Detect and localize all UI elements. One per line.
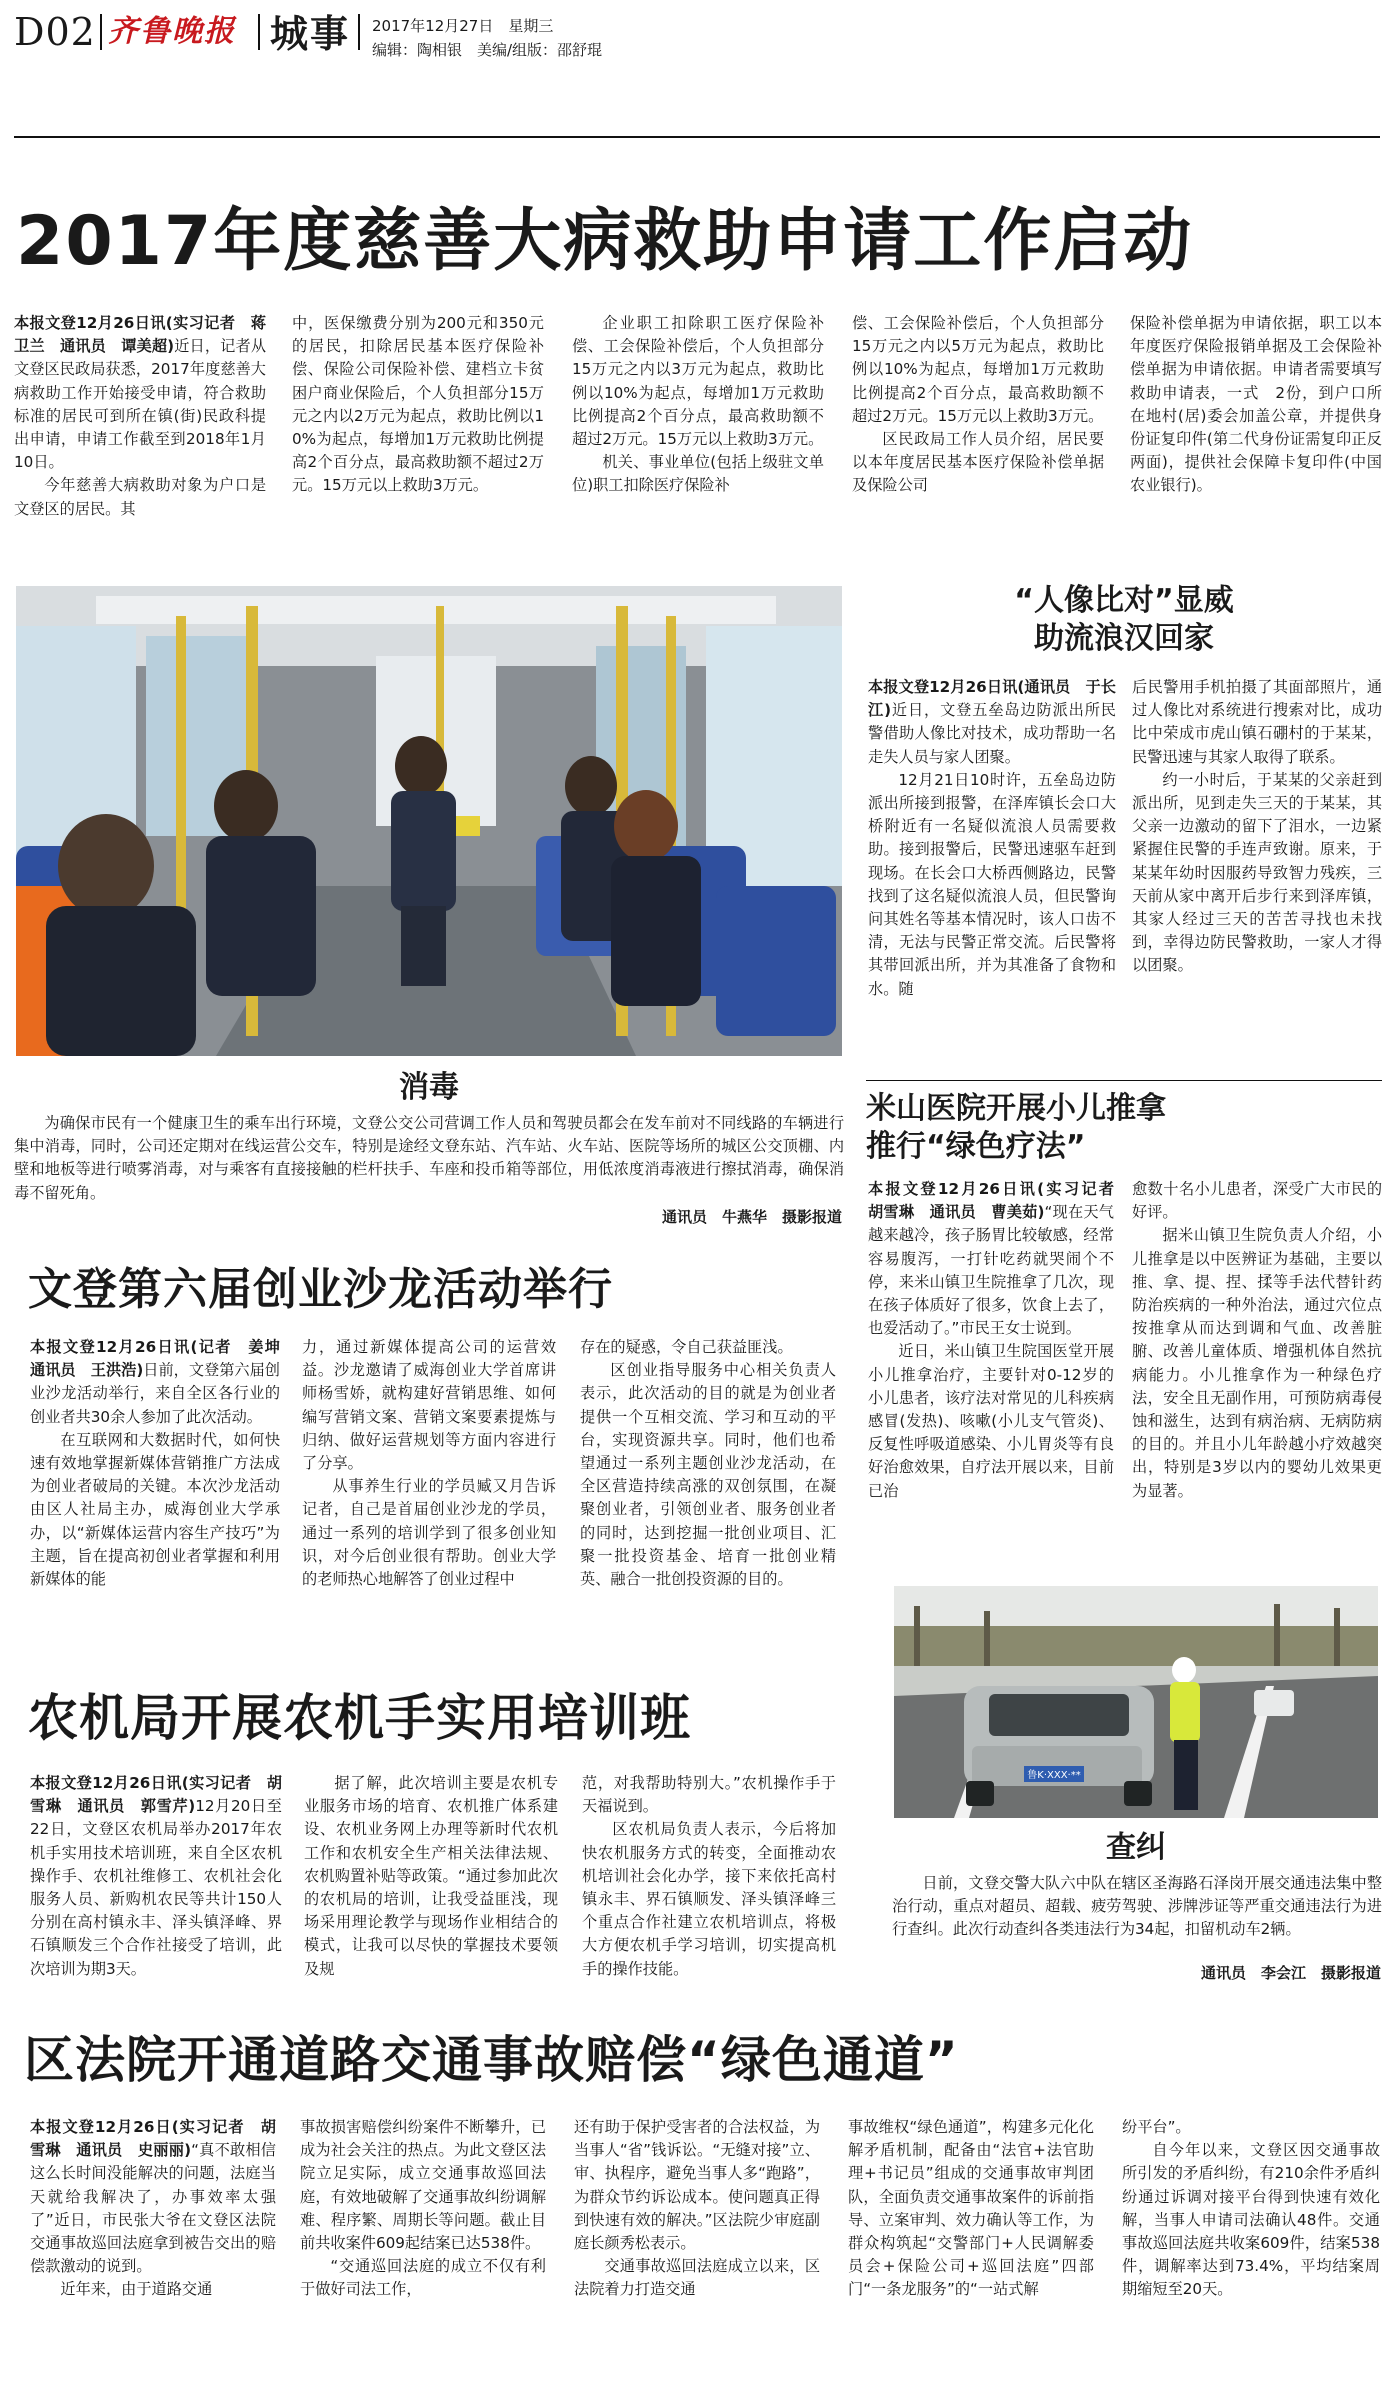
article-startup-col2: 力，通过新媒体提高公司的运营效益。沙龙邀请了威海创业大学首席讲师杨雪娇，就构建好营销思维、如何编写营销文案、营销文案要素提炼与归纳、做好运营规划等方面内容进行了分享。 从事养生行业的学员臧又月告诉记者，自己是首届创业沙龙的学员，通过一系列的培训学到了很多创业知识，对今后创业很有帮助。创业大学的老师热心地解答了创业过程中 — [302, 1338, 556, 1589]
bus-interior-image — [16, 586, 842, 1056]
article-court-col1: 本报文登12月26日(实习记者 胡雪琳 通讯员 史丽丽)“真不敢相信这么长时间没能解决的问题，法庭当天就给我解决了，办事效率太强了”近日，市民张大爷在文登区法院交通事故巡回法庭拿到被告交出的赔偿款激动的说到。 近年来，由于道路交通 — [30, 2118, 276, 2299]
traffic-check-photo — [894, 1586, 1378, 1818]
article-court-col5: 纷平台”。 自今年以来，文登区因交通事故所引发的矛盾纠纷，有210余件矛盾纠纷通过诉调对接平台得到快速有效化解，当事人申请司法确认48件。交通事故巡回法庭共收案609件，结案538件，调解率达到73.4%，平均结案周期缩短至20天。 — [1122, 2118, 1380, 2299]
headline-face-compare: “人像比对”显威 助流浪汉回家 — [1014, 583, 1234, 656]
header-rule — [14, 136, 1380, 138]
header-divider-1 — [100, 14, 102, 50]
editor-credit: 编辑：陶相银 美编/组版：邵舒琨 — [372, 41, 603, 59]
photo-credit-traffic: 通讯员 李会江 摄影报道 — [1200, 1964, 1381, 1982]
article-farm-col3: 范，对我帮助特别大。”农机操作手于天福说到。 区农机局负责人表示，今后将加快农机服务方式的转变，全面推动农机培训社会化办学，接下来依托高村镇永丰、界石镇顺发、泽头镇泽峰三个重点合作社建立农机培训点，将极大方便农机手学习培训，切实提高机手的操作技能。 — [582, 1774, 836, 1978]
header-divider-2 — [258, 14, 260, 50]
section-name: 城事 — [270, 12, 351, 56]
header-divider-3 — [358, 14, 360, 50]
article-face-compare-col1: 本报文登12月26日讯(通讯员 于长江)近日，文登五垒岛边防派出所民警借助人像比对技术，成功帮助一名走失人员与家人团聚。 12月21日10时许，五垒岛边防派出所接到报警，在泽库镇长会口大桥附近有一名疑似流浪人员需要救助。接到报警后，民警迅速驱车赶到现场。在长会口大桥西侧路边，民警找到了这名疑似流浪人员，但民警询问其姓名等基本情况时，该人口齿不清，无法与民警正常交流。后民警将其带回派出所，并为其准备了食物和水。随 — [868, 678, 1116, 998]
article-startup-col3: 存在的疑惑，令自己获益匪浅。 区创业指导服务中心相关负责人表示，此次活动的目的就是为创业者提供一个互相交流、学习和互动的平台，实现资源共享。同时，他们也希望通过一系列主题创业沙龙活动，在全区营造持续高涨的双创氛围，在凝聚创业者，引领创业者、服务创业者的同时，达到挖掘一批创业项目、汇聚一批投资基金、培育一批创业精英、融合一批创投资源的目的。 — [580, 1338, 836, 1589]
divider-right-col — [866, 1080, 1382, 1081]
headline-startup-salon: 文登第六届创业沙龙活动举行 — [28, 1264, 613, 1315]
bus-disinfection-photo — [16, 586, 842, 1056]
photo-caption-disinfection: 为确保市民有一个健康卫生的乘车出行环境，文登公交公司营调工作人员和驾驶员都会在发车前对不同线路的车辆进行集中消毒，同时，公司还定期对在线运营公交车，特别是途经文登东站、汽车站、火车站、医院等场所的城区公交顶棚、内壁和地板等进行喷雾消毒，对与乘客有直接接触的栏杆扶手、车座和投币箱等部位，用低浓度消毒液进行擦拭消毒，确保消毒不留死角。 — [14, 1114, 844, 1202]
article-charity-col3: 企业职工扣除职工医疗保险补偿、工会保险补偿后，个人负担部分15万元之内以3万元为起点，救助比例以10%为起点，每增加1万元救助比例提高2个百分点，最高救助额不超过2万元。15万元以上救助3万元。 机关、事业单位(包括上级驻文单位)职工扣除医疗保险补 — [572, 314, 824, 495]
photo-caption-title-disinfection: 消毒 — [399, 1070, 459, 1105]
headline-charity-aid: 2017年度慈善大病救助申请工作启动 — [16, 202, 1194, 281]
issue-date: 2017年12月27日 星期三 — [372, 17, 554, 35]
license-plate-text: 鲁K·XXX·** — [1027, 1770, 1081, 1781]
article-lead: 本报文登12月26日讯(实习记者 蒋卫兰 通讯员 谭美超) — [14, 314, 266, 356]
article-charity-col2: 中，医保缴费分别为200元和350元的居民，扣除居民基本医疗保险补偿、保险公司保险补偿、建档立卡贫困户商业保险后，个人负担部分15万元之内以2万元为起点，救助比例以10%为起点，每增加1万元救助比例提高2个百分点，最高救助额不超过2万元。15万元以上救助3万元。 — [292, 314, 544, 495]
photo-credit-disinfection: 通讯员 牛燕华 摄影报道 — [661, 1208, 842, 1226]
headline-farm-machinery: 农机局开展农机手实用培训班 — [28, 1689, 691, 1747]
article-face-compare-col2: 后民警用手机拍摄了其面部照片，通过人像比对系统进行搜索对比，成功比中荣成市虎山镇石硼村的于某某，民警迅速与其家人取得了联系。 约一小时后，于某某的父亲赶到派出所，见到走失三天的于某某，其父亲一边激动的留下了泪水，一边紧紧握住民警的手连声致谢。原来，于某某年幼时因服药导致智力残疾，三天前从家中离开后步行来到泽库镇，其家人经过三天的苦苦寻找也未找到，幸得边防民警救助，一家人才得以团聚。 — [1132, 678, 1382, 975]
paper-name-logo: 齐鲁晚报 — [108, 14, 236, 49]
article-farm-col2: 据了解，此次培训主要是农机专业服务市场的培育、农机推广体系建设、农机业务网上办理等新时代农机工作和农机安全生产相关法律法规、农机购置补贴等政策。“通过参加此次的农机局的培训，让我受益匪浅，现场采用理论教学与现场作业相结合的模式，让我可以尽快的掌握技术要领及规 — [304, 1774, 558, 1978]
article-pediatric-col2: 愈数十名小儿患者，深受广大市民的好评。 据米山镇卫生院负责人介绍，小儿推拿是以中医辨证为基础，主要以推、拿、提、捏、揉等手法代替针药防治疾病的一种外治法，通过穴位点按推拿从而达到调和气血、改善脏腑、改善儿童体质、增强机体自然抗病能力。小儿推拿作为一种绿色疗法，安全且无副作用，可预防病毒侵蚀和滋生，达到有病治病、无病防病的目的。并且小儿年龄越小疗效越突出，特别是3岁以内的婴幼儿效果更为显著。 — [1132, 1180, 1382, 1500]
article-startup-col1: 本报文登12月26日讯(记者 姜坤 通讯员 王洪浩)日前，文登第六届创业沙龙活动举行，来自全区各行业的创业者共30余人参加了此次活动。 在互联网和大数据时代，如何快速有效地掌握新媒体营销推广方法成为创业者破局的关键。本次沙龙活动由区人社局主办，威海创业大学承办，以“新媒体运营内容生产技巧”为主题，旨在提高初创业者掌握和利用新媒体的能 — [30, 1338, 296, 1589]
article-court-col3: 还有助于保护受害者的合法权益，为当事人“省”钱诉讼。“无缝对接”立、审、执程序，避免当事人多“跑路”，为群众节约诉讼成本。使问题真正得到快速有效的解决。”区法院少审庭副庭长颜秀松表示。 交通事故巡回法庭成立以来，区法院着力打造交通 — [574, 2118, 820, 2299]
article-charity-col4: 偿、工会保险补偿后，个人负担部分15万元之内以5万元为起点，救助比例以10%为起点，每增加1万元救助比例提高2个百分点，最高救助额不超过2万元。15万元以上救助3万元。 区民政局工作人员介绍，居民要以本年度居民基本医疗保险补偿单据及保险公司 — [852, 314, 1104, 495]
traffic-police-image — [894, 1586, 1378, 1818]
article-farm-col1: 本报文登12月26日讯(实习记者 胡雪琳 通讯员 郭雪芹)12月20日至22日，文登区农机局举办2017年农机手实用技术培训班，来自全区农机操作手、农机社维修工、农机社会化服务人员、新购机农民等共计150人分别在高村镇永丰、泽头镇泽峰、界石镇顺发三个合作社接受了培训，此次培训为期3天。 — [30, 1774, 282, 1978]
article-court-col4: 事故维权“绿色通道”，构建多元化化解矛盾机制，配备由“法官+法官助理+书记员”组成的交通事故审判团队，全面负责交通事故案件的诉前指导、立案审判、效力确认等工作，为群众构筑起“交警部门+人民调解委员会+保险公司+巡回法庭”四部门“一条龙服务”的“一站式解 — [848, 2118, 1094, 2299]
article-court-col2: 事故损害赔偿纠纷案件不断攀升，已成为社会关注的热点。为此文登区法院立足实际，成立交通事故巡回法庭，有效地破解了交通事故纠纷调解难、程序繁、周期长等问题。截止目前共收案件609起结案已达538件。 “交通巡回法庭的成立不仅有利于做好司法工作， — [300, 2118, 546, 2299]
article-charity-col1: 本报文登12月26日讯(实习记者 蒋卫兰 通讯员 谭美超)近日，记者从文登区民政局获悉，2017年度慈善大病救助工作开始接受申请，符合救助标准的居民可到所在镇(街)民政科提出申请，申请工作截至到2018年1月10日。 今年慈善大病救助对象为户口是文登区的居民。其 — [14, 314, 267, 518]
photo-caption-title-traffic: 查纠 — [1106, 1830, 1166, 1865]
page-number: D02 — [14, 10, 96, 54]
headline-court-green-channel: 区法院开通道路交通事故赔偿“绿色通道” — [24, 2031, 959, 2089]
article-charity-col5: 保险补偿单据为申请依据，职工以本年度医疗保险报销单据及工会保险补偿单据为申请依据。申请者需要填写救助申请表，一式 2份，到户口所在地村(居)委会加盖公章，并提供身份证复印件(第二代身份证需复印正反两面)，提供社会保障卡复印件(中国农业银行)。 — [1130, 314, 1382, 495]
article-pediatric-col1: 本报文登12月26日讯(实习记者 胡雪琳 通讯员 曹美茹)“现在天气越来越冷，孩子肠胃比较敏感，经常容易腹泻，一打针吃药就哭闹个不停，来米山镇卫生院推拿了几次，现在孩子体质好了很多，饮食上去了，也爱活动了。”市民王女士说到。 近日，米山镇卫生院国医堂开展小儿推拿治疗，主要针对0-12岁的小儿患者，该疗法对常见的儿科疾病感冒(发热)、咳嗽(小儿支气管炎)、反复性呼吸道感染、小儿胃炎等有良好治愈效果，自疗法开展以来，目前已治 — [868, 1180, 1130, 1500]
headline-pediatric-massage: 米山医院开展小儿推拿 推行“绿色疗法” — [866, 1091, 1166, 1164]
photo-caption-traffic: 日前，文登交警大队六中队在辖区圣海路石泽岗开展交通违法集中整治行动，重点对超员、超载、疲劳驾驶、涉牌涉证等严重交通违法行为进行查纠。此次行动查纠各类违法行为34起，扣留机动车2辆。 — [892, 1874, 1382, 1939]
